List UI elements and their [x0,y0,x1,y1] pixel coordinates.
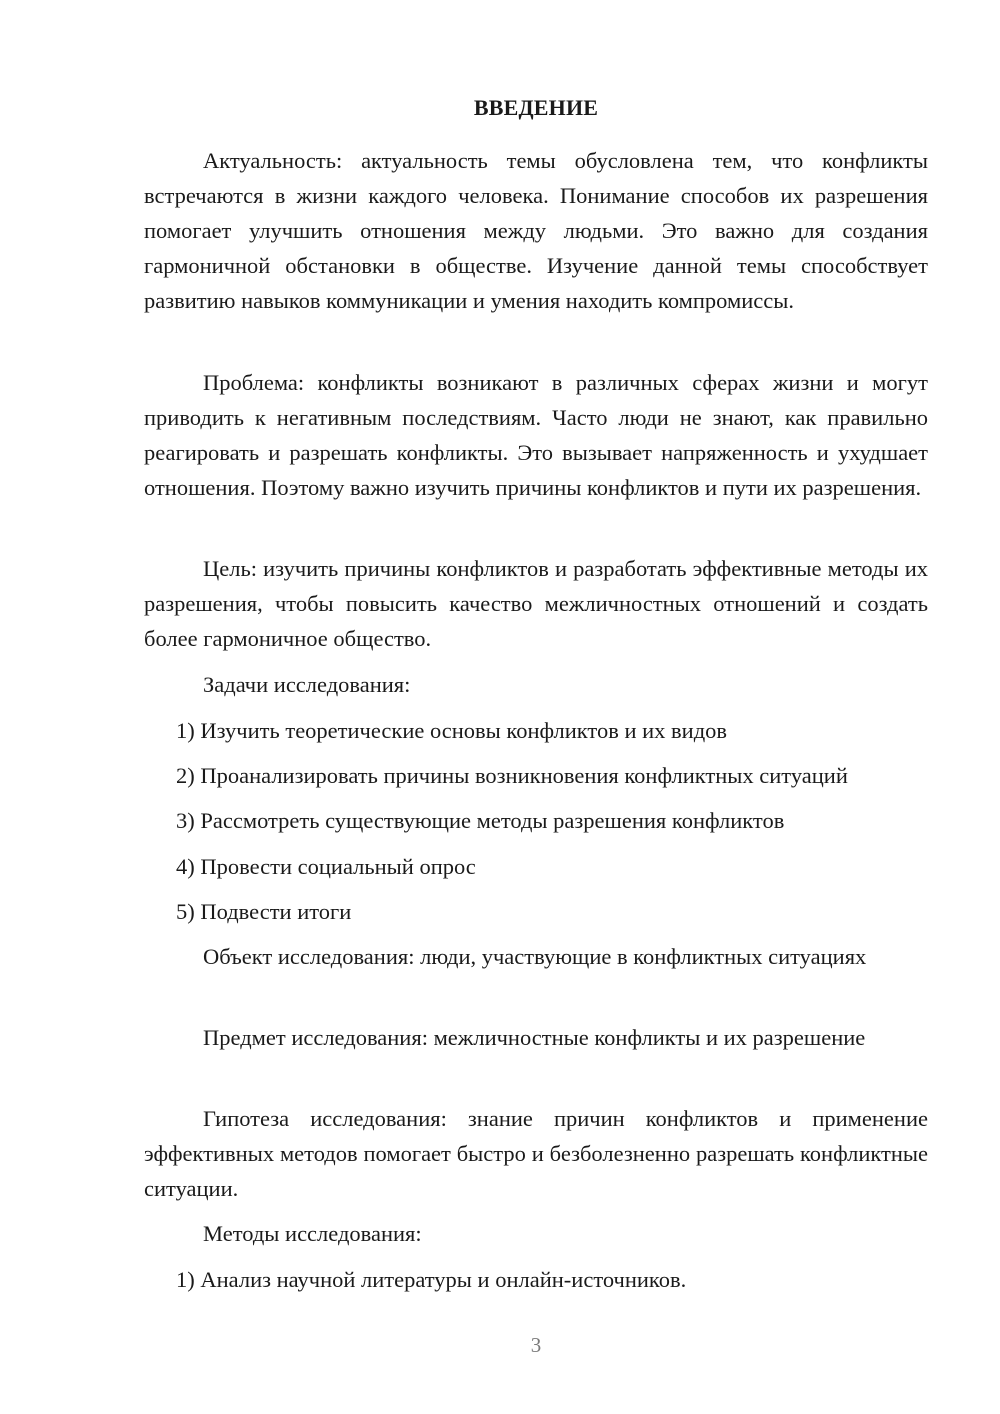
task-item-1: 1) Изучить теоретические основы конфликтов и их видов [176,718,728,743]
methods-title: Методы исследования: [203,1221,422,1246]
method-item-1: 1) Анализ научной литературы и онлайн-источников. [176,1267,687,1292]
hypothesis-paragraph: Гипотеза исследования: знание причин конфликтов и применение эффективных методов помогает быстро и безболезненно разрешать конфликтные ситуации. [144,1106,928,1201]
page-number: 3 [530,1333,542,1357]
relevance-paragraph: Актуальность: актуальность темы обусловлена тем, что конфликты встречаются в жизни каждого человека. Понимание способов их разрешения помогает улучшить отношения между людьми. Это важно для создания гармоничной обстановки в обществе. Изучение данной темы способствует развитию навыков коммуникации и умения находить компромиссы. [144,148,928,313]
subject-paragraph: Предмет исследования: межличностные конфликты и их разрешение [203,1025,866,1050]
goal-paragraph: Цель: изучить причины конфликтов и разработать эффективные методы их разрешения, чтобы повысить качество межличностных отношений и создать более гармоничное общество. [144,556,928,651]
task-item-2: 2) Проанализировать причины возникновения конфликтных ситуаций [176,763,848,788]
page-title: ВВЕДЕНИЕ [473,95,599,120]
object-paragraph: Объект исследования: люди, участвующие в конфликтных ситуациях [203,944,867,969]
task-item-3: 3) Рассмотреть существующие методы разрешения конфликтов [176,808,785,833]
document-page [144,0,928,1414]
task-item-5: 5) Подвести итоги [176,899,352,924]
tasks-title: Задачи исследования: [203,672,411,697]
task-item-4: 4) Провести социальный опрос [176,854,476,879]
problem-paragraph: Проблема: конфликты возникают в различных сферах жизни и могут приводить к негативным последствиям. Часто люди не знают, как правильно реагировать и разрешать конфликты. Это вызывает напряженность и ухудшает отношения. Поэтому важно изучить причины конфликтов и пути их разрешения. [144,370,928,500]
